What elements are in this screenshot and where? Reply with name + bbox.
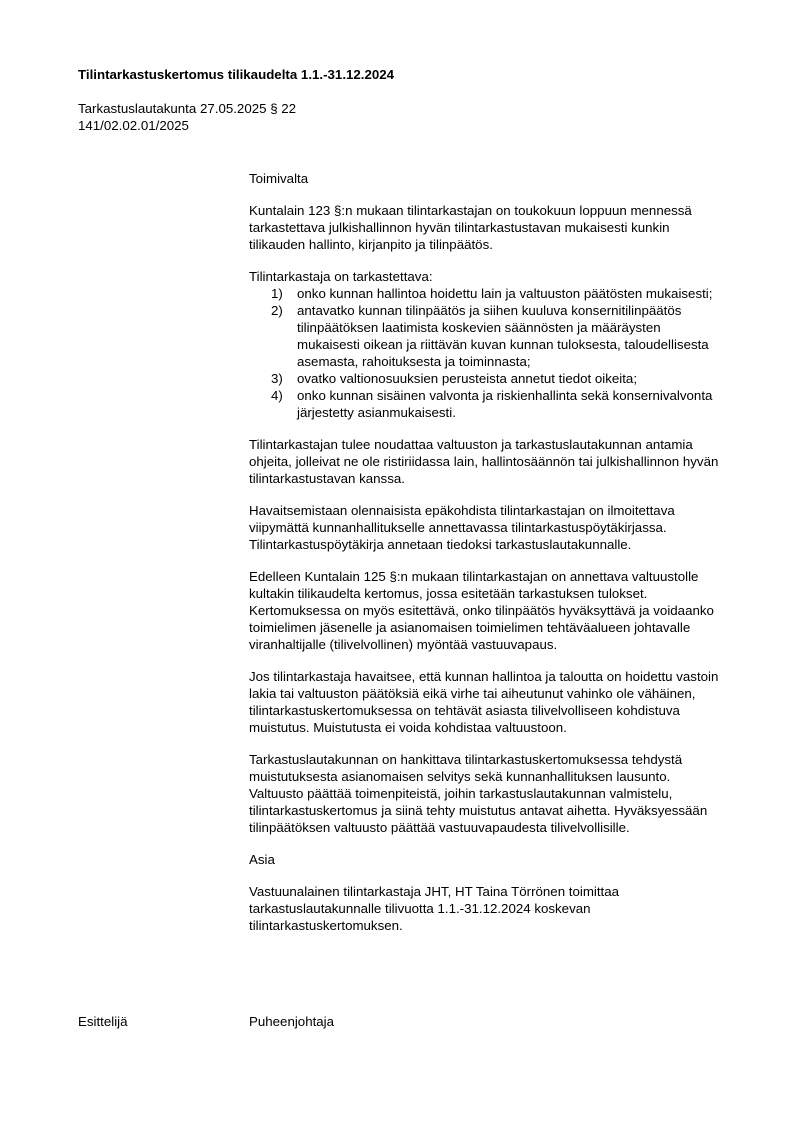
list-item <box>249 387 719 421</box>
requirements-list <box>249 285 719 421</box>
paragraph: Edelleen Kuntalain 125 §:n mukaan tilintarkastajan on annettava valtuustolle kultakin tilikaudelta kertomus, jossa esitetään tarkastuksen tulokset. Kertomuksessa on myös esitettävä, onko tilinpäätös hyväksyttävä ja voidaanko toimielimen jäsenelle ja asianomaisen toimielimen tehtäväalueen johtavalle viranhaltijalle (tilivelvollinen) myöntää vastuuvapaus. <box>249 569 714 652</box>
list-item-number: 1) <box>271 286 283 301</box>
list-item-number: 2) <box>271 303 283 318</box>
list-item <box>249 370 719 387</box>
meeting-reference: Tarkastuslautakunta 27.05.2025 § 22 <box>78 101 297 116</box>
list-item-number: 3) <box>271 371 283 386</box>
paragraph: Tilintarkastajan tulee noudattaa valtuuston ja tarkastuslautakunnan antamia ohjeita, jolleivat ne ole ristiriidassa lain, hallintosäännön tai julkishallinnon hyvän tilintarkastustavan kanssa. <box>249 437 719 486</box>
case-number: 141/02.02.01/2025 <box>78 118 189 133</box>
list-intro: Tilintarkastaja on tarkastettava: <box>249 269 433 284</box>
list-item-text: onko kunnan hallintoa hoidettu lain ja valtuuston päätösten mukaisesti; <box>297 286 713 301</box>
document-title: Tilintarkastuskertomus tilikaudelta 1.1.-31.12.2024 <box>78 67 395 82</box>
paragraph: Kuntalain 123 §:n mukaan tilintarkastajan on toukokuun loppuun mennessä tarkastettava julkishallinnon hyvän tilintarkastustavan mukaisesti kunkin tilikauden hallinto, kirjanpito ja tilinpäätös. <box>249 203 692 252</box>
paragraph: Tarkastuslautakunnan on hankittava tilintarkastuskertomuksessa tehdystä muistutuksesta asianomaisen selvitys sekä kunnanhallituksen lausunto. Valtuusto päättää toimenpiteistä, joihin tarkastuslautakunnan valmistelu, tilintarkastuskertomus ja siinä tehty muistutus antavat aihetta. Hyväksyessään tilinpäätöksen valtuusto päättää vastuuvapaudesta tilivelvollisille. <box>249 752 708 835</box>
paragraph: Jos tilintarkastaja havaitsee, että kunnan hallintoa ja taloutta on hoidettu vastoin lakia tai valtuuston päätöksiä eikä virhe tai aiheutunut vahinko ole vähäinen, tilintarkastuskertomuksessa on tehtävät asiasta tilivelvolliseen kohdistuva muistutus. Muistutusta ei voida kohdistaa valtuustoon. <box>249 669 719 735</box>
presenter-label: Esittelijä <box>78 1014 128 1029</box>
list-item-text: antavatko kunnan tilinpäätös ja siihen kuuluva konsernitilinpäätös tilinpäätöksen laatimista koskevien säännösten ja määräysten mukaisesti oikean ja riittävän kuvan kunnan tuloksesta, taloudellisesta asemasta, rahoituksesta ja toiminnasta; <box>297 303 709 369</box>
meeting-meta <box>78 100 296 134</box>
list-item-number: 4) <box>271 388 283 403</box>
document-body <box>249 170 719 949</box>
chairperson-label: Puheenjohtaja <box>249 1014 335 1029</box>
section-heading-toimivalta: Toimivalta <box>249 171 309 186</box>
paragraph: Havaitsemistaan olennaisista epäkohdista tilintarkastajan on ilmoitettava viipymättä kunnanhallitukselle annettavassa tilintarkastuspöytäkirjassa. Tilintarkastuspöytäkirja annetaan tiedoksi tarkastuslautakunnalle. <box>249 503 675 552</box>
list-item-text: ovatko valtionosuuksien perusteista annetut tiedot oikeita; <box>297 371 638 386</box>
paragraph: Vastuunalainen tilintarkastaja JHT, HT Taina Törrönen toimittaa tarkastuslautakunnalle tilivuotta 1.1.-31.12.2024 koskevan tilintarkastuskertomuksen. <box>249 884 620 933</box>
list-item-text: onko kunnan sisäinen valvonta ja riskienhallinta sekä konsernivalvonta järjestetty asianmukaisesti. <box>297 388 713 420</box>
section-heading-asia: Asia <box>249 852 275 867</box>
list-item <box>249 285 719 302</box>
list-item <box>249 302 719 370</box>
